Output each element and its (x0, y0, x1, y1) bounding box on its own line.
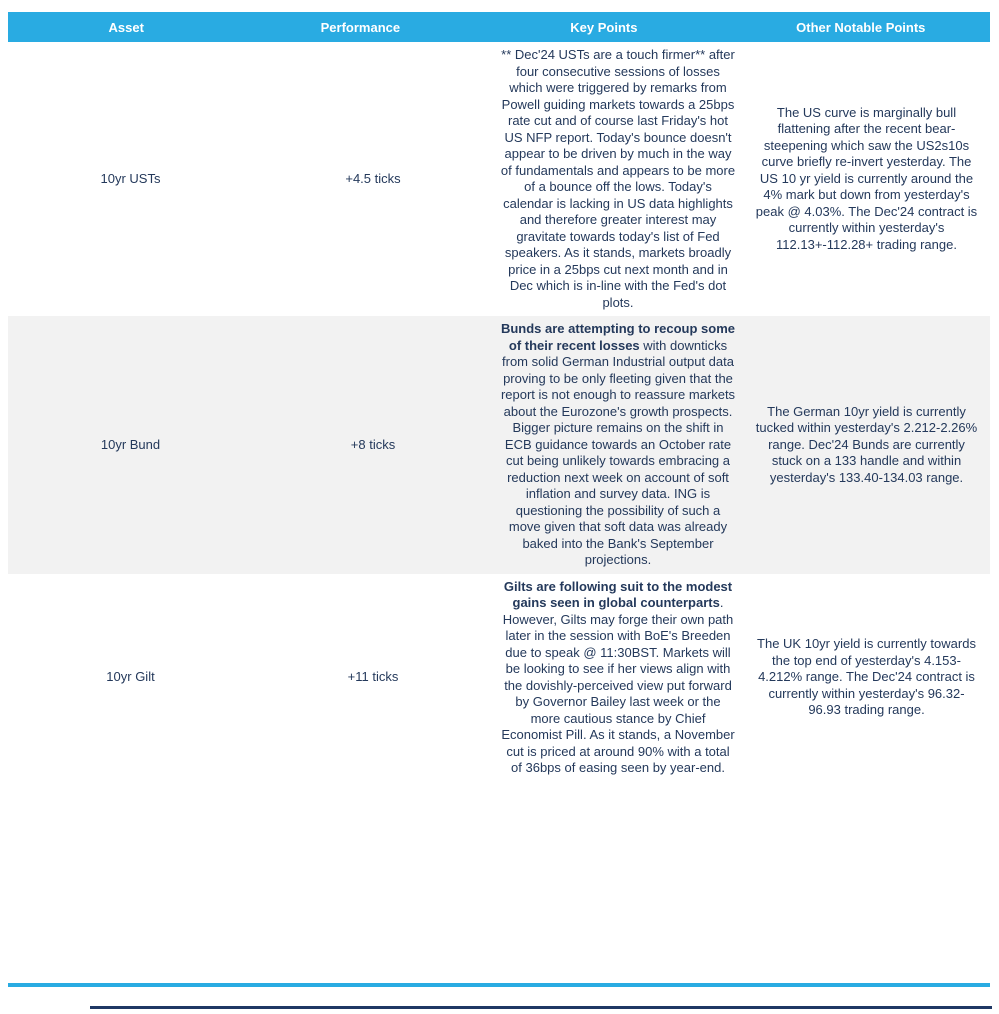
bottom-divider-navy (90, 1006, 992, 1009)
asset-cell (8, 316, 253, 574)
other-notable-points-cell (743, 42, 990, 316)
key-points-text (500, 579, 736, 777)
performance-value: +8 ticks (350, 436, 396, 452)
table-row-bund (8, 316, 990, 574)
other-notable-points-cell (743, 316, 990, 574)
column-header-asset: Asset (108, 19, 144, 35)
column-header-key-points: Key Points (570, 19, 638, 35)
key-points-text (500, 47, 736, 311)
asset-cell (8, 574, 253, 782)
table-row-usts (8, 42, 990, 316)
bottom-divider-cyan (8, 983, 990, 987)
asset-cell (8, 42, 253, 316)
other-notable-points-text: The UK 10yr yield is currently towards the top end of yesterday's 4.153-4.212% range. The Dec'24 contract is currently within yesterday's 96.32-96.93 trading range. (757, 636, 976, 718)
performance-value: +11 ticks (347, 669, 399, 685)
table-row-gilt (8, 574, 990, 782)
asset-label: 10yr Bund (100, 436, 161, 452)
other-notable-points-text: The German 10yr yield is currently tucked within yesterday's 2.212-2.26% range. Dec'24 Bunds are currently stuck on a 133 handle and within yesterday's 133.40-134.03 range. (755, 403, 978, 485)
table-header-row (8, 12, 990, 42)
rates-commentary-table (8, 12, 990, 782)
other-notable-points-text: The US curve is marginally bull flattening after the recent bear-steepening which saw the US2s10s curve briefly re-invert yesterday. The US 10 yr yield is currently around the 4% mark but down from yesterday's peak @ 4.03%. The Dec'24 contract is currently within yesterday's 112.13+-112.28+ trading range. (755, 104, 978, 252)
key-points-body: . However, Gilts may forge their own path later in the session with BoE's Breeden due to speak @ 11:30BST. Markets will be looking to see if her views align with the dovishly-perceived view put forward by Governor Bailey last week or the more cautious stance by Chief Economist Pill. As it stands, a November cut is priced at around 90% with a total of 36bps of easing seen by year-end. (501, 595, 735, 775)
performance-cell (253, 316, 493, 574)
performance-value: +4.5 ticks (345, 170, 401, 186)
key-points-text (500, 321, 736, 569)
key-points-bold-lead: Gilts are following suit to the modest gains seen in global counterparts (503, 578, 733, 610)
column-header-performance: Performance (320, 19, 401, 35)
key-points-body: ** Dec'24 USTs are a touch firmer** after four consecutive sessions of losses which were triggered by remarks from Powell guiding markets towards a 25bps rate cut and of course last Friday's hot US NFP report. Today's bounce doesn't appear to be driven by much in the way of fundamentals and appears to be more of a bounce off the lows. Today's calendar is lacking in US data highlights and therefore greater interest may gravitate towards today's list of Fed speakers. As it stands, markets broadly price in a 25bps cut next month and in Dec which is in-line with the Fed's dot plots. (500, 47, 736, 310)
other-notable-points-cell (743, 574, 990, 782)
key-points-cell (493, 316, 743, 574)
key-points-cell (493, 42, 743, 316)
asset-label: 10yr Gilt (106, 669, 155, 685)
column-header-other-notable-points: Other Notable Points (796, 19, 926, 35)
performance-cell (253, 42, 493, 316)
asset-label: 10yr USTs (100, 170, 161, 186)
performance-cell (253, 574, 493, 782)
key-points-cell (493, 574, 743, 782)
key-points-bold-lead: Bunds are attempting to recoup some of their recent losses (500, 321, 736, 353)
key-points-body: with downticks from solid German Industrial output data proving to be only fleeting given that the report is not enough to reassure markets about the Eurozone's growth prospects. Bigger picture remains on the shift in ECB guidance towards an October rate cut being unlikely towards embracing a reduction next week on account of soft inflation and survey data. ING is questioning the possibility of such a move given that soft data was already baked into the Bank's September projections. (500, 337, 736, 567)
